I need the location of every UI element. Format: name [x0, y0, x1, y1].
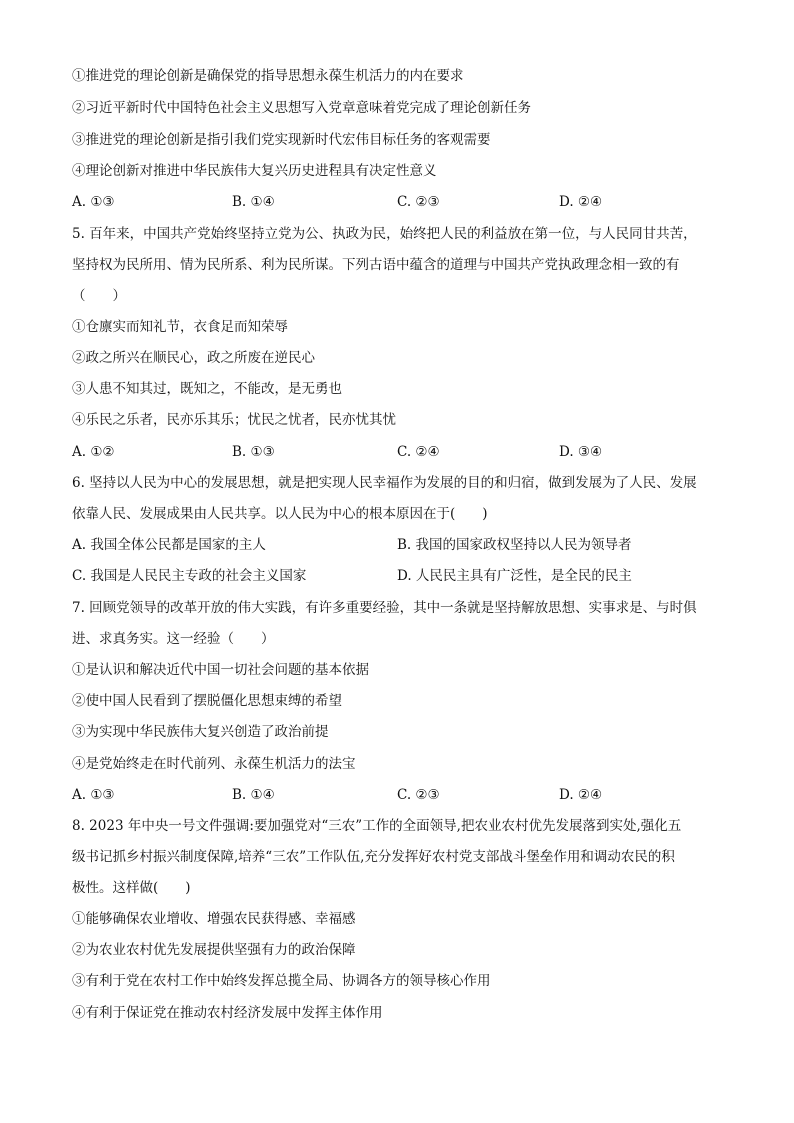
q5-option-d: D. ③④	[559, 444, 603, 460]
q7-option-b: B. ①④	[232, 787, 275, 803]
q5-item-2: ②政之所兴在顺民心，政之所废在逆民心	[72, 350, 315, 366]
q7-option-a: A. ①③	[72, 787, 115, 803]
q7-item-1: ①是认识和解决近代中国一切社会问题的基本依据	[72, 662, 369, 678]
q6-option-a: A. 我国全体公民都是国家的主人	[72, 537, 266, 553]
q5-item-1: ①仓廪实而知礼节，衣食足而知荣辱	[72, 319, 288, 335]
q7-option-c: C. ②③	[397, 787, 440, 803]
q5-item-4: ④乐民之乐者，民亦乐其乐；忧民之忧者，民亦忧其忧	[72, 412, 396, 428]
q6-stem-line-1: 6. 坚持以人民为中心的发展思想，就是把实现人民幸福作为发展的目的和归宿，做到发展为了人民、发展	[72, 475, 697, 491]
q7-item-2: ②使中国人民看到了摆脱僵化思想束缚的希望	[72, 693, 342, 709]
q5-stem-line-3: （ ）	[72, 288, 126, 304]
q5-item-3: ③人患不知其过，既知之，不能改，是无勇也	[72, 381, 342, 397]
q6-option-b: B. 我国的国家政权坚持以人民为领导者	[397, 537, 632, 553]
q4-option-c: C. ②③	[397, 194, 440, 210]
q8-stem-line-2: 级书记抓乡村振兴制度保障,培养“三农”工作队伍,充分发挥好农村党支部战斗堡垒作用和调动农民的积	[72, 849, 675, 865]
q6-option-d: D. 人民民主具有广泛性，是全民的民主	[397, 568, 632, 584]
q6-option-c: C. 我国是人民民主专政的社会主义国家	[72, 568, 307, 584]
q7-item-3: ③为实现中华民族伟大复兴创造了政治前提	[72, 724, 329, 740]
q7-stem-line-2: 进、求真务实。这一经验（ ）	[72, 631, 275, 647]
q4-option-d: D. ②④	[559, 194, 603, 210]
q4-option-b: B. ①④	[232, 194, 275, 210]
q4-option-a: A. ①③	[72, 194, 115, 210]
q8-item-1: ①能够确保农业增收、增强农民获得感、幸福感	[72, 911, 356, 927]
q8-item-2: ②为农业农村优先发展提供坚强有力的政治保障	[72, 942, 356, 958]
q8-stem-line-1: 8. 2023 年中央一号文件强调:要加强党对“三农”工作的全面领导,把农业农村优先发展落到实处,强化五	[72, 818, 682, 834]
q5-stem-line-2: 坚持权为民所用、情为民所系、利为民所谋。下列古语中蕴含的道理与中国共产党执政理念相一致的有	[72, 257, 680, 273]
q8-item-4: ④有利于保证党在推动农村经济发展中发挥主体作用	[72, 1005, 383, 1021]
q5-option-b: B. ①③	[232, 444, 275, 460]
q7-item-4: ④是党始终走在时代前列、永葆生机活力的法宝	[72, 756, 356, 772]
q4-item-3: ③推进党的理论创新是指引我们党实现新时代宏伟目标任务的客观需要	[72, 132, 491, 148]
q7-option-d: D. ②④	[559, 787, 603, 803]
q5-option-a: A. ①②	[72, 444, 115, 460]
q4-item-2: ②习近平新时代中国特色社会主义思想写入党章意味着党完成了理论创新任务	[72, 100, 531, 116]
q6-stem-line-2: 依靠人民、发展成果由人民共享。以人民为中心的根本原因在于( )	[72, 506, 488, 522]
q4-item-4: ④理论创新对推进中华民族伟大复兴历史进程具有决定性意义	[72, 163, 437, 179]
q8-item-3: ③有利于党在农村工作中始终发挥总揽全局、协调各方的领导核心作用	[72, 973, 491, 989]
q5-option-c: C. ②④	[397, 444, 440, 460]
q4-item-1: ①推进党的理论创新是确保党的指导思想永葆生机活力的内在要求	[72, 68, 464, 84]
q5-stem-line-1: 5. 百年来，中国共产党始终坚持立党为公、执政为民，始终把人民的利益放在第一位，与人民同甘共苦，	[72, 226, 697, 242]
q7-stem-line-1: 7. 回顾党领导的改革开放的伟大实践，有许多重要经验，其中一条就是坚持解放思想、实事求是、与时俱	[72, 600, 697, 616]
q8-stem-line-3: 极性。这样做( )	[72, 880, 191, 896]
